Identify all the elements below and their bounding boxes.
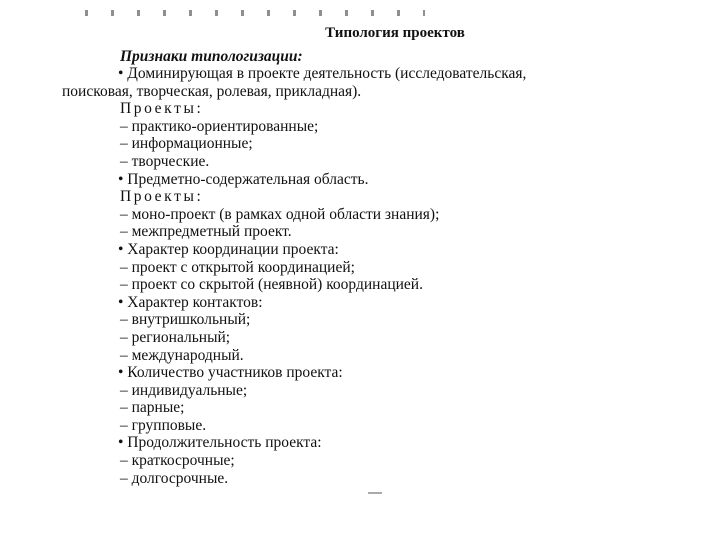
list-item: – международный. xyxy=(120,346,244,364)
list-item: – проект с открытой координацией; xyxy=(120,258,355,276)
scan-artifact-bottom xyxy=(368,492,382,494)
bullet-coordination: • Характер координации проекта: xyxy=(118,240,339,258)
list-item: – информационные; xyxy=(120,135,253,153)
list-item: – индивидуальные; xyxy=(120,381,248,399)
list-item: – групповые. xyxy=(120,416,207,434)
list-item: – краткосрочные; xyxy=(120,452,235,470)
projects-heading: Проекты: xyxy=(120,100,204,118)
page-title: Типология проектов xyxy=(325,25,465,41)
scan-artifact-top xyxy=(85,10,425,16)
list-item: – долгосрочные. xyxy=(120,469,229,487)
list-item: – практико-ориентированные; xyxy=(120,117,319,135)
document-page xyxy=(62,20,702,487)
bullet-contacts: • Характер контактов: xyxy=(118,293,263,311)
list-item: – региональный; xyxy=(120,328,231,346)
section-subtitle: Признаки типологизации: xyxy=(120,48,303,65)
list-item: – моно-проект (в рамках одной области знания); xyxy=(120,205,440,223)
list-item: – парные; xyxy=(120,399,185,417)
bullet-participants: • Количество участников проекта: xyxy=(118,364,343,382)
list-item: – творческие. xyxy=(120,152,210,170)
list-item: – межпредметный проект. xyxy=(120,223,292,241)
bullet-subject-area: • Предметно-содержательная область. xyxy=(118,170,369,188)
bullet-activity: • Доминирующая в проекте деятельность (исследовательская, xyxy=(118,65,527,82)
bullet-activity-continued: поисковая, творческая, ролевая, прикладная). xyxy=(62,82,362,100)
list-item: – внутришкольный; xyxy=(120,311,251,329)
list-item: – проект со скрытой (неявной) координацией. xyxy=(120,276,423,294)
projects-heading: Проекты: xyxy=(120,188,204,206)
bullet-duration: • Продолжительность проекта: xyxy=(118,434,322,452)
